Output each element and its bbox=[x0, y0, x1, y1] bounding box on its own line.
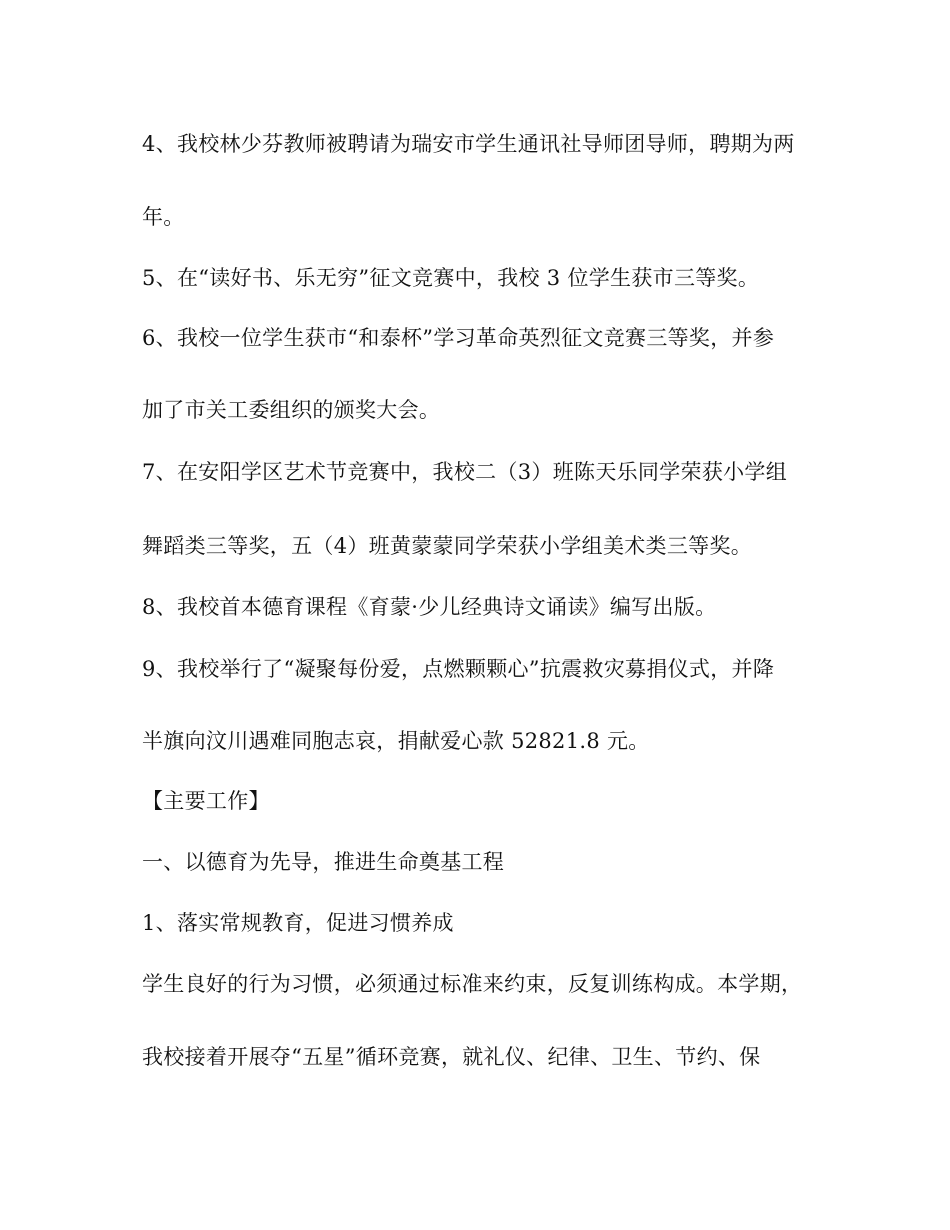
text-line: 9、我校举行了“凝聚每份爱，点燃颗颗心”抗震救灾募捐仪式，并降 bbox=[142, 657, 775, 681]
subsection-heading: 一、以德育为先导，推进生命奠基工程 bbox=[142, 850, 505, 874]
text-line: 半旗向汶川遇难同胞志哀，捐献爱心款 52821.8 元。 bbox=[142, 729, 650, 753]
text-line: 6、我校一位学生获市“和泰杯”学习革命英烈征文竞赛三等奖，并参 bbox=[142, 326, 775, 350]
item-heading: 1、落实常规教育，促进习惯养成 bbox=[142, 911, 454, 935]
text-line: 舞蹈类三等奖，五（4）班黄蒙蒙同学荣获小学组美术类三等奖。 bbox=[142, 534, 753, 558]
text-line: 学生良好的行为习惯，必须通过标准来约束，反复训练构成。本学期， bbox=[142, 972, 803, 996]
text-line: 年。 bbox=[142, 205, 185, 229]
text-line: 8、我校首本德育课程《育蒙·少儿经典诗文诵读》编写出版。 bbox=[142, 595, 717, 619]
text-line: 5、在“读好书、乐无穷”征文竞赛中，我校 3 位学生获市三等奖。 bbox=[142, 266, 760, 290]
text-line: 我校接着开展夺“五星”循环竞赛，就礼仪、纪律、卫生、节约、保 bbox=[142, 1045, 761, 1069]
text-line: 7、在安阳学区艺术节竞赛中，我校二（3）班陈天乐同学荣获小学组 bbox=[142, 460, 788, 484]
text-line: 加了市关工委组织的颁奖大会。 bbox=[142, 398, 441, 422]
text-line: 4、我校林少芬教师被聘请为瑞安市学生通讯社导师团导师，聘期为两 bbox=[142, 132, 795, 156]
section-heading: 【主要工作】 bbox=[142, 789, 270, 813]
